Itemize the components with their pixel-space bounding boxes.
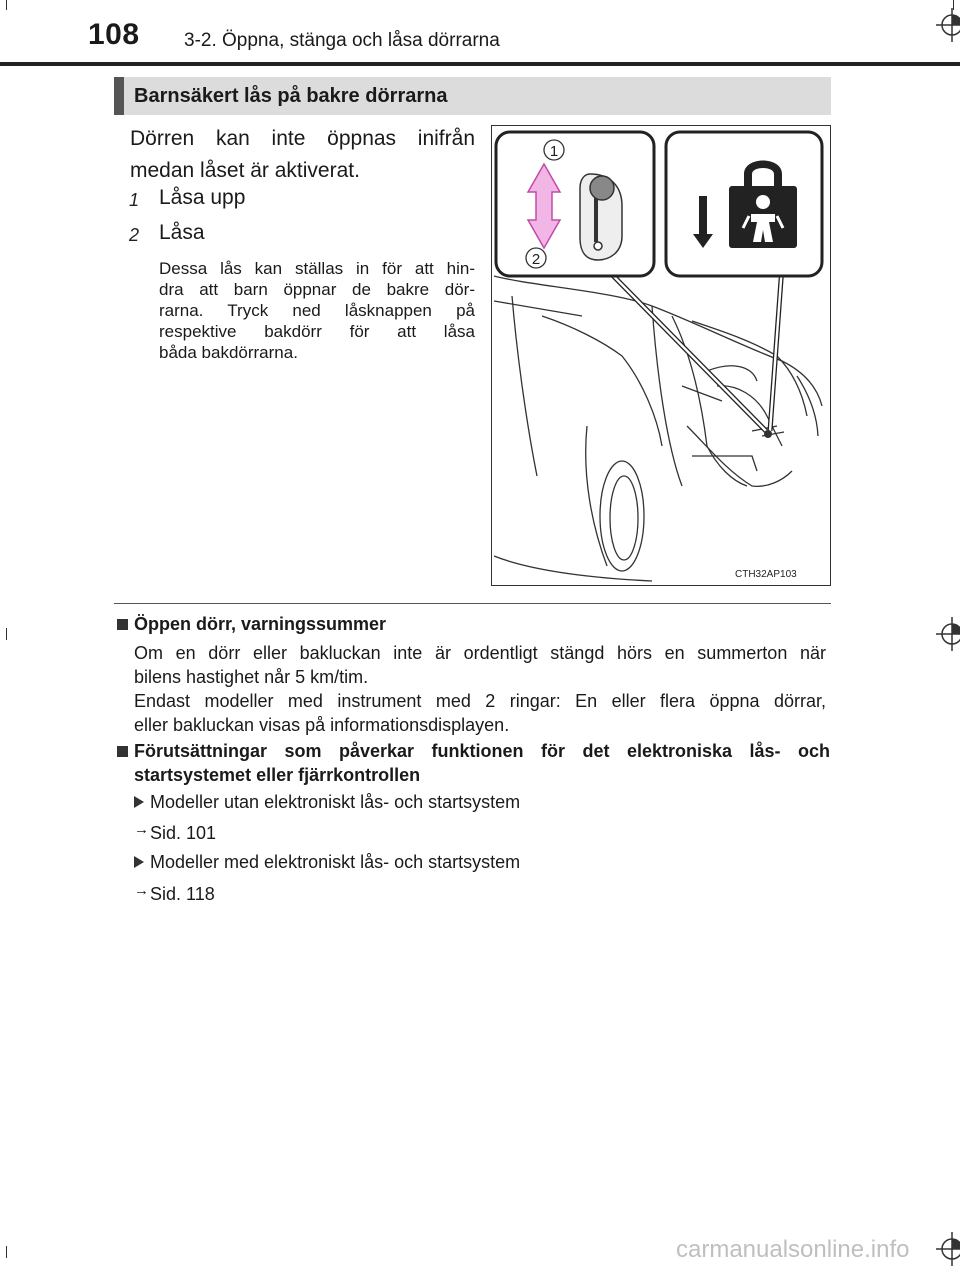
note-title-conditions-line-1: Förutsättningar som påverkar funktionen för det elektroniska lås- och — [134, 741, 830, 761]
description-line: Dessa lås kan ställas in för att hin- — [159, 259, 475, 278]
notes-separator — [114, 603, 831, 604]
callout-box-lever — [496, 132, 654, 276]
illustration-code: CTH32AP103 — [735, 569, 797, 580]
lever-slot-icon — [580, 174, 622, 260]
header-rule — [0, 62, 960, 66]
note-bullet-square — [117, 746, 128, 757]
note-line: bilens hastighet når 5 km/tim. — [134, 667, 369, 687]
intro-line-2: medan låset är aktiverat. — [130, 159, 360, 182]
item-label-unlock: Låsa upp — [159, 186, 246, 209]
description-line: båda bakdörrarna. — [159, 343, 298, 362]
intro-line-1: Dörren kan inte öppnas inifrån — [130, 127, 475, 150]
item-label-lock: Låsa — [159, 221, 205, 244]
child-lock-illustration — [492, 126, 830, 585]
note-title-conditions-line-2: startsystemet eller fjärrkontrollen — [134, 765, 421, 785]
note-line: Endast modeller med instrument med 2 ringar: En eller flera öppna dörrar, — [134, 691, 826, 711]
leader-line-right-inner — [770, 266, 782, 431]
triangle-bullet-icon — [134, 856, 144, 868]
section-title: Barnsäkert lås på bakre dörrarna — [134, 85, 448, 107]
description-line: dra att barn öppnar de bakre dör- — [159, 280, 475, 299]
callout-number-1: 1 — [549, 143, 559, 160]
crop-mark-bottom-left — [6, 1246, 7, 1258]
item-number-1: 1 — [129, 190, 140, 210]
crop-mark-left-mid — [6, 628, 7, 640]
page-ref-arrow-icon: → — [134, 882, 149, 899]
page-number: 108 — [88, 18, 140, 51]
description — [159, 258, 475, 363]
page-ref-arrow-icon: → — [134, 821, 149, 838]
watermark: carmanualsonline.info — [676, 1236, 910, 1263]
triangle-bullet-icon — [134, 796, 144, 808]
page-ref-118: Sid. 118 — [150, 884, 215, 904]
chapter-title: 3-2. Öppna, stänga och låsa dörrarna — [184, 30, 500, 51]
registration-mark-top-right — [936, 6, 960, 44]
note-line: eller bakluckan visas på informationsdisplayen. — [134, 715, 510, 735]
section-heading-bar — [114, 77, 124, 115]
description-line: rarna. Tryck ned låsknappen på — [159, 301, 475, 320]
note-title-door-warning: Öppen dörr, varningssummer — [134, 614, 387, 634]
crop-mark-top-left — [6, 0, 7, 10]
note-bullet-square — [117, 619, 128, 630]
registration-mark-right-mid — [936, 615, 960, 653]
note-line: Om en dörr eller bakluckan inte är ordentligt stängd hörs en summerton när — [134, 643, 826, 663]
subitem-label-without-smart-key: Modeller utan elektroniskt lås- och startsystem — [150, 792, 521, 812]
description-line: respektive bakdörr för att låsa — [159, 322, 475, 341]
registration-mark-bottom-right — [936, 1230, 960, 1268]
lock-knob-small-icon — [764, 430, 772, 438]
page-ref-101: Sid. 101 — [150, 823, 217, 843]
subitem-label-with-smart-key: Modeller med elektroniskt lås- och startsystem — [150, 852, 521, 872]
item-number-2: 2 — [129, 225, 140, 245]
callout-number-2: 2 — [531, 251, 541, 268]
